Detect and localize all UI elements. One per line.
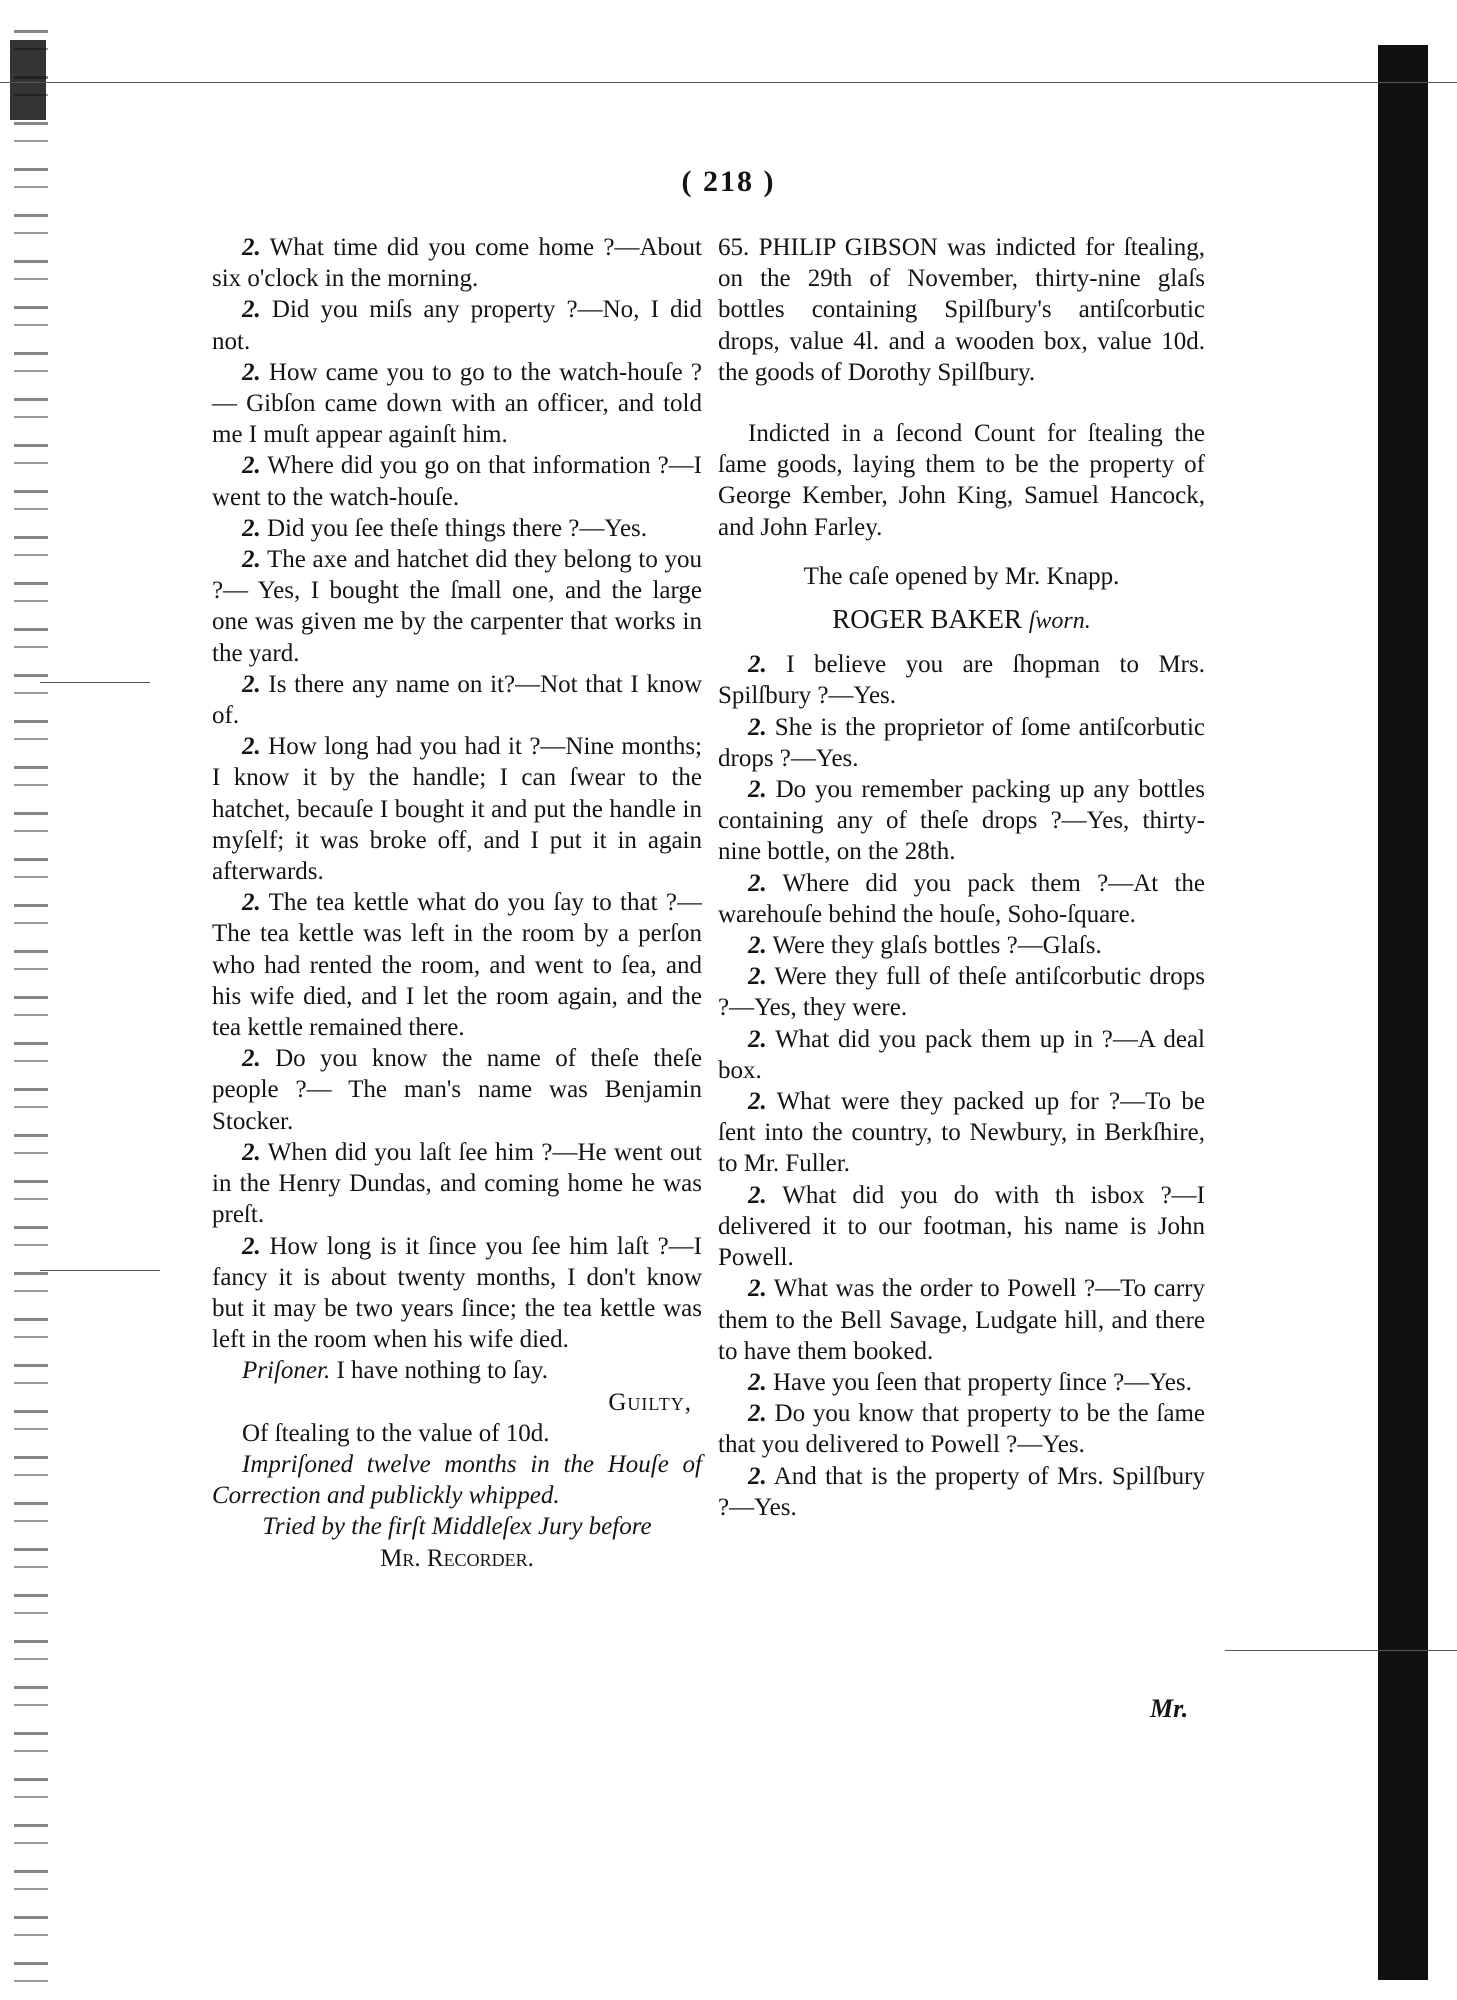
verdict-detail: Of ſtealing to the value of 10d. xyxy=(242,1419,550,1447)
qa-text: Do you know the name of theſe theſe people ?— The man's name was Benjamin Stocker. xyxy=(212,1045,702,1135)
qa-text: When did you laſt ſee him ?—He went out in the Henry Dundas, and coming home he was preſt. xyxy=(212,1138,702,1229)
question-mark: 2. xyxy=(748,1462,767,1490)
question-mark: 2. xyxy=(242,234,261,261)
question-mark: 2. xyxy=(242,296,261,324)
scan-line xyxy=(1225,1650,1457,1651)
qa-paragraph xyxy=(718,961,1205,1023)
question-mark: 2. xyxy=(242,1232,261,1260)
sentence: Impriſoned twelve months in the Houſe of Correction and publickly whipped. xyxy=(212,1450,702,1510)
qa-paragraph xyxy=(718,1024,1205,1086)
qa-paragraph xyxy=(212,669,702,731)
question-mark: 2. xyxy=(748,1088,767,1116)
question-mark: 2. xyxy=(748,869,767,897)
verdict: Guilty, xyxy=(608,1388,692,1416)
qa-text: Where did you pack them ?—At the warehouſe behind the houſe, Soho-ſquare. xyxy=(718,869,1205,928)
qa-text: What did you pack them up in ?—A deal box. xyxy=(718,1025,1205,1084)
qa-text: How came you to go to the watch-houſe ?— Gibſon came down with an officer, and told me I muſt appear againſt him. xyxy=(212,358,702,449)
qa-paragraph xyxy=(212,294,702,356)
qa-text: What were they packed up for ?—To be ſent into the country, to Newbury, in Berkſhire, to Mr. Fuller. xyxy=(718,1088,1205,1178)
witness-heading xyxy=(718,604,1205,637)
recorder: Mr. Recorder. xyxy=(380,1544,534,1572)
qa-paragraph xyxy=(212,450,702,512)
right-column xyxy=(718,232,1205,1523)
question-mark: 2. xyxy=(748,1025,767,1053)
question-mark: 2. xyxy=(242,1045,261,1073)
prisoner-text: I have nothing to ſay. xyxy=(330,1357,548,1385)
qa-text: Do you know that property to be the ſame that you delivered to Powell ?—Yes. xyxy=(718,1400,1205,1459)
scan-binding-shadow xyxy=(1378,45,1428,1980)
question-mark: 2. xyxy=(748,776,767,804)
qa-text: The axe and hatchet did they belong to you ?— Yes, I bought the ſmall one, and the large one was given me by the carpenter that works in the yard. xyxy=(212,546,702,667)
qa-paragraph xyxy=(718,712,1205,774)
witness-status: ſworn. xyxy=(1028,608,1091,635)
qa-text: And that is the property of Mrs. Spilſbury ?—Yes. xyxy=(718,1462,1205,1521)
qa-paragraph xyxy=(212,513,702,544)
qa-text: What did you do with th isbox ?—I delivered it to our footman, his name is John Powell. xyxy=(718,1181,1205,1272)
qa-paragraph xyxy=(718,649,1205,711)
question-mark: 2. xyxy=(242,1138,261,1166)
qa-paragraph xyxy=(212,1231,702,1356)
question-mark: 2. xyxy=(242,358,261,386)
case-opened: The caſe opened by Mr. Knapp. xyxy=(803,562,1120,590)
qa-paragraph xyxy=(212,1043,702,1137)
qa-paragraph xyxy=(718,1086,1205,1180)
prisoner-statement xyxy=(212,1355,702,1386)
qa-paragraph xyxy=(212,887,702,1043)
qa-text: Do you remember packing up any bottles containing any of theſe drops ?—Yes, thirty-nine bottle, on the 28th. xyxy=(718,776,1205,866)
question-mark: 2. xyxy=(242,546,261,574)
question-mark: 2. xyxy=(242,514,261,542)
question-mark: 2. xyxy=(748,1400,767,1428)
scan-corner-mark xyxy=(10,40,46,120)
scan-line xyxy=(40,682,150,683)
qa-paragraph xyxy=(718,1273,1205,1367)
qa-paragraph xyxy=(718,1461,1205,1523)
qa-paragraph xyxy=(212,232,702,294)
indictment-paragraph: 65. PHILIP GIBSON was indicted for ſtealing, on the 29th of November, thirty-nine glaſs bottles containing Spilſbury's antiſcorbutic drops, value 4l. and a wooden box, value 10d. the goods of Dorothy Spilſbury. xyxy=(718,234,1205,386)
scan-edge-artifact xyxy=(14,30,48,1990)
question-mark: 2. xyxy=(242,733,261,761)
question-mark: 2. xyxy=(748,1275,767,1303)
qa-paragraph xyxy=(212,357,702,451)
qa-text: I believe you are ſhopman to Mrs. Spilſbury ?—Yes. xyxy=(718,651,1205,710)
qa-text: What was the order to Powell ?—To carry them to the Bell Savage, Ludgate hill, and there to have them booked. xyxy=(718,1275,1205,1365)
qa-paragraph xyxy=(718,868,1205,930)
left-column xyxy=(212,232,702,1574)
spacer xyxy=(718,388,1205,418)
tried-by: Tried by the firſt Middleſex Jury before xyxy=(262,1513,652,1541)
qa-paragraph xyxy=(718,1398,1205,1460)
qa-text: The tea kettle what do you ſay to that ?—The tea kettle was left in the room by a perſon who had rented the room, and went to ſea, and his wife died, and I let the room again, and the tea kettle remained there. xyxy=(212,889,702,1042)
qa-text: How long had you had it ?—Nine months; I know it by the handle; I can ſwear to the hatchet, becauſe I bought it and put the handle in myſelf; it was broke off, and I put it in again afterwards. xyxy=(212,733,702,886)
qa-paragraph xyxy=(718,1367,1205,1398)
scan-line xyxy=(0,82,1457,83)
qa-text: Were they glaſs bottles ?—Glaſs. xyxy=(766,932,1102,960)
question-mark: 2. xyxy=(748,651,767,679)
question-mark: 2. xyxy=(748,1368,767,1396)
qa-text: What time did you come home ?—About six o'clock in the morning. xyxy=(212,234,702,293)
qa-text: She is the proprietor of ſome antiſcorbutic drops ?—Yes. xyxy=(718,713,1205,772)
qa-text: Were they full of theſe antiſcorbutic drops ?—Yes, they were. xyxy=(718,963,1205,1022)
qa-paragraph xyxy=(212,731,702,887)
qa-text: Did you miſs any property ?—No, I did not. xyxy=(212,296,702,355)
question-mark: 2. xyxy=(748,932,767,960)
question-mark: 2. xyxy=(242,670,261,698)
catchword: Mr. xyxy=(1150,1694,1189,1723)
qa-text: Did you ſee theſe things there ?—Yes. xyxy=(260,514,648,542)
question-mark: 2. xyxy=(748,1181,767,1209)
qa-paragraph xyxy=(212,1137,702,1231)
qa-paragraph xyxy=(718,1180,1205,1274)
question-mark: 2. xyxy=(748,963,767,991)
page-number: ( 218 ) xyxy=(681,165,776,198)
qa-text: How long is it ſince you ſee him laſt ?—I fancy it is about twenty months, I don't know but it may be two years ſince; the tea kettle was left in the room when his wife died. xyxy=(212,1232,702,1354)
qa-text: Is there any name on it?—Not that I know of. xyxy=(212,670,702,730)
witness-name: ROGER BAKER xyxy=(832,604,1022,635)
question-mark: 2. xyxy=(748,713,767,741)
spacer xyxy=(718,543,1205,561)
qa-paragraph xyxy=(212,544,702,669)
question-mark: 2. xyxy=(242,452,261,480)
qa-text: Have you ſeen that property ſince ?—Yes. xyxy=(766,1368,1192,1396)
qa-text: Where did you go on that information ?—I went to the watch-houſe. xyxy=(212,452,702,511)
question-mark: 2. xyxy=(242,889,261,917)
prisoner-label: Priſoner. xyxy=(242,1357,331,1385)
qa-paragraph xyxy=(718,774,1205,868)
second-count-paragraph: Indicted in a ſecond Count for ſtealing the ſame goods, laying them to be the property of George Kember, John King, Samuel Hancock, and John Farley. xyxy=(718,420,1205,541)
qa-paragraph xyxy=(718,930,1205,961)
scan-line xyxy=(40,1270,160,1271)
